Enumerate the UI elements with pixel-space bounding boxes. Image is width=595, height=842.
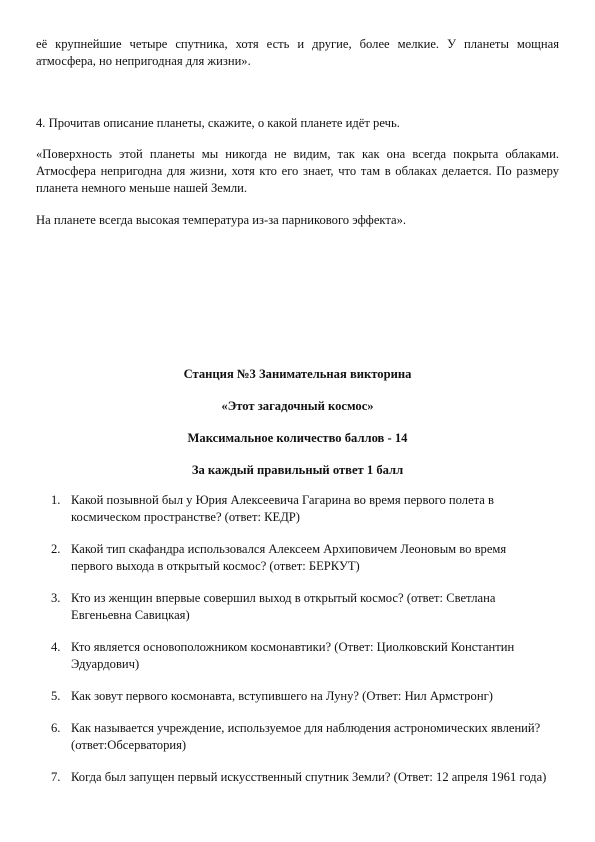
question-number: 7. bbox=[51, 770, 61, 784]
question-text: Какой позывной был у Юрия Алексеевича Гагарина во время первого полета в космическом пространстве? (ответ: КЕДР) bbox=[71, 493, 494, 524]
quiz-question bbox=[51, 492, 551, 526]
quiz-question bbox=[51, 541, 551, 575]
max-score-line: Максимальное количество баллов - 14 bbox=[187, 431, 408, 445]
station-title: Станция №3 Занимательная викторина bbox=[183, 367, 412, 381]
question-4-quote: «Поверхность этой планеты мы никогда не видим, так как она всегда покрыта облаками. Атмосфера непригодна для жизни, хотя кто его знает, что там в облаках делается. По размеру планета немного меньше нашей Земли. bbox=[36, 147, 559, 195]
question-4-prompt: 4. Прочитав описание планеты, скажите, о какой планете идёт речь. bbox=[36, 116, 400, 130]
question-text: Кто является основоположником космонавтики? (Ответ: Циолковский Константин Эдуардович) bbox=[71, 640, 515, 671]
question-text: Как называется учреждение, используемое для наблюдения астрономических явлений? (ответ:Обсерватория) bbox=[71, 721, 541, 752]
quiz-question bbox=[51, 688, 551, 705]
quiz-question bbox=[51, 769, 551, 786]
quiz-question bbox=[51, 639, 551, 673]
question-number: 5. bbox=[51, 689, 61, 703]
question-number: 2. bbox=[51, 542, 61, 556]
question-text: Когда был запущен первый искусственный спутник Земли? (Ответ: 12 апреля 1961 года) bbox=[71, 770, 547, 784]
question-number: 6. bbox=[51, 721, 61, 735]
station-subtitle: «Этот загадочный космос» bbox=[221, 399, 374, 413]
question-number: 3. bbox=[51, 591, 61, 605]
question-number: 1. bbox=[51, 493, 61, 507]
question-4-quote-end: На планете всегда высокая температура из-за парникового эффекта». bbox=[36, 213, 407, 227]
question-text: Как зовут первого космонавта, вступившего на Луну? (Ответ: Нил Армстронг) bbox=[71, 689, 493, 703]
quiz-question-list bbox=[51, 492, 551, 801]
intro-paragraph: её крупнейшие четыре спутника, хотя есть и другие, более мелкие. У планеты мощная атмосфера, но непригодная для жизни». bbox=[36, 37, 559, 68]
question-text: Какой тип скафандра использовался Алексеем Архиповичем Леоновым во время первого выхода в открытый космос? (ответ: БЕРКУТ) bbox=[71, 542, 507, 573]
question-number: 4. bbox=[51, 640, 61, 654]
question-text: Кто из женщин впервые совершил выход в открытый космос? (ответ: Светлана Евгеньевна Савицкая) bbox=[71, 591, 496, 622]
quiz-question bbox=[51, 720, 551, 754]
per-answer-line: За каждый правильный ответ 1 балл bbox=[191, 463, 404, 477]
quiz-question bbox=[51, 590, 551, 624]
